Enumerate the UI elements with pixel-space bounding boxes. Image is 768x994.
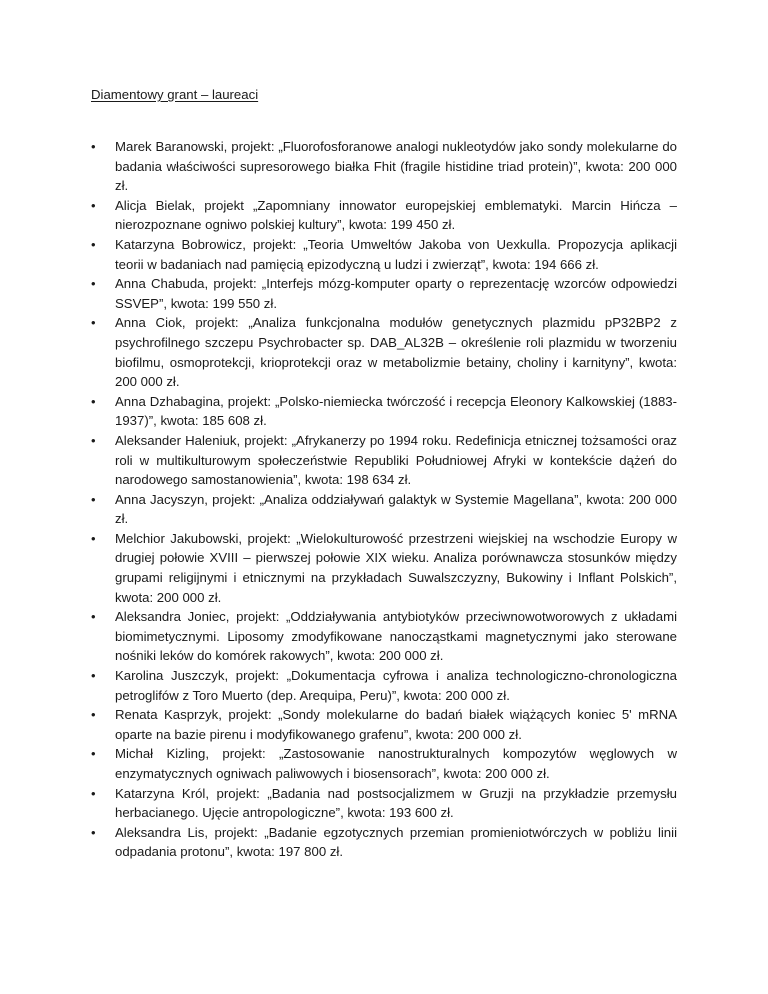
list-item: • Aleksander Haleniuk, projekt: „Afrykanerzy po 1994 roku. Redefinicja etnicznej tożsamości oraz roli w multikulturowym społeczeństwie Republiki Południowej Afryki w kontekście dążeń do narodowego samostanowienia”, kwota: 198 634 zł. — [0, 431, 768, 490]
list-item: • Marek Baranowski, projekt: „Fluorofosforanowe analogi nukleotydów jako sondy molekularne do badania właściwości supresorowego białka Fhit (fragile histidine triad protein)”, kwota: 200 000 zł. — [0, 137, 768, 196]
list-item: • Katarzyna Bobrowicz, projekt: „Teoria Umweltów Jakoba von Uexkulla. Propozycja aplikacji teorii w badaniach nad pamięcią epizodyczną u ludzi i zwierząt”, kwota: 194 666 zł. — [0, 235, 768, 274]
list-item: • Michał Kizling, projekt: „Zastosowanie nanostrukturalnych kompozytów węglowych w enzymatycznych ogniwach paliwowych i biosensorach”, kwota: 200 000 zł. — [0, 744, 768, 783]
list-item: • Anna Chabuda, projekt: „Interfejs mózg-komputer oparty o reprezentację wzorców odpowiedzi SSVEP”, kwota: 199 550 zł. — [0, 274, 768, 313]
list-item: • Anna Jacyszyn, projekt: „Analiza oddziaływań galaktyk w Systemie Magellana”, kwota: 200 000 zł. — [0, 490, 768, 529]
laureates-list — [0, 137, 768, 862]
list-item: • Aleksandra Lis, projekt: „Badanie egzotycznych przemian promieniotwórczych w pobliżu linii odpadania protonu”, kwota: 197 800 zł. — [0, 823, 768, 862]
list-item: • Anna Ciok, projekt: „Analiza funkcjonalna modułów genetycznych plazmidu pP32BP2 z psychrofilnego szczepu Psychrobacter sp. DAB_AL32B – określenie roli plazmidu w tworzeniu biofilmu, osmoprotekcji, krioprotekcji oraz w metabolizmie betainy, choliny i karnityny”, kwota: 200 000 zł. — [0, 313, 768, 391]
list-item: • Karolina Juszczyk, projekt: „Dokumentacja cyfrowa i analiza technologiczno-chronologiczna petroglifów z Toro Muerto (dep. Arequipa, Peru)”, kwota: 200 000 zł. — [0, 666, 768, 705]
list-item: • Aleksandra Joniec, projekt: „Oddziaływania antybiotyków przeciwnowotworowych z układami biomimetycznymi. Liposomy zmodyfikowane nanocząstkami magnetycznymi jako sterowane nośniki leków do komórek rakowych”, kwota: 200 000 zł. — [0, 607, 768, 666]
list-item: • Renata Kasprzyk, projekt: „Sondy molekularne do badań białek wiążących koniec 5' mRNA oparte na bazie pirenu i modyfikowanego grafenu”, kwota: 200 000 zł. — [0, 705, 768, 744]
list-item: • Alicja Bielak, projekt „Zapomniany innowator europejskiej emblematyki. Marcin Hińcza – nierozpoznane ogniwo polskiej kultury”, kwota: 199 450 zł. — [0, 196, 768, 235]
list-item: • Anna Dzhabagina, projekt: „Polsko-niemiecka twórczość i recepcja Eleonory Kalkowskiej (1883-1937)”, kwota: 185 608 zł. — [0, 392, 768, 431]
list-item: • Katarzyna Król, projekt: „Badania nad postsocjalizmem w Gruzji na przykładzie przemysłu herbacianego. Ujęcie antropologiczne”, kwota: 193 600 zł. — [0, 784, 768, 823]
list-item: • Melchior Jakubowski, projekt: „Wielokulturowość przestrzeni wiejskiej na wschodzie Europy w drugiej połowie XVIII – pierwszej połowie XIX wieku. Analiza porównawcza stosunków między grupami religijnymi i etnicznymi na przykładach Suwalszczyzny, Bukowiny i Inflant Polskich”, kwota: 200 000 zł. — [0, 529, 768, 607]
document-title: Diamentowy grant – laureaci — [91, 87, 259, 102]
